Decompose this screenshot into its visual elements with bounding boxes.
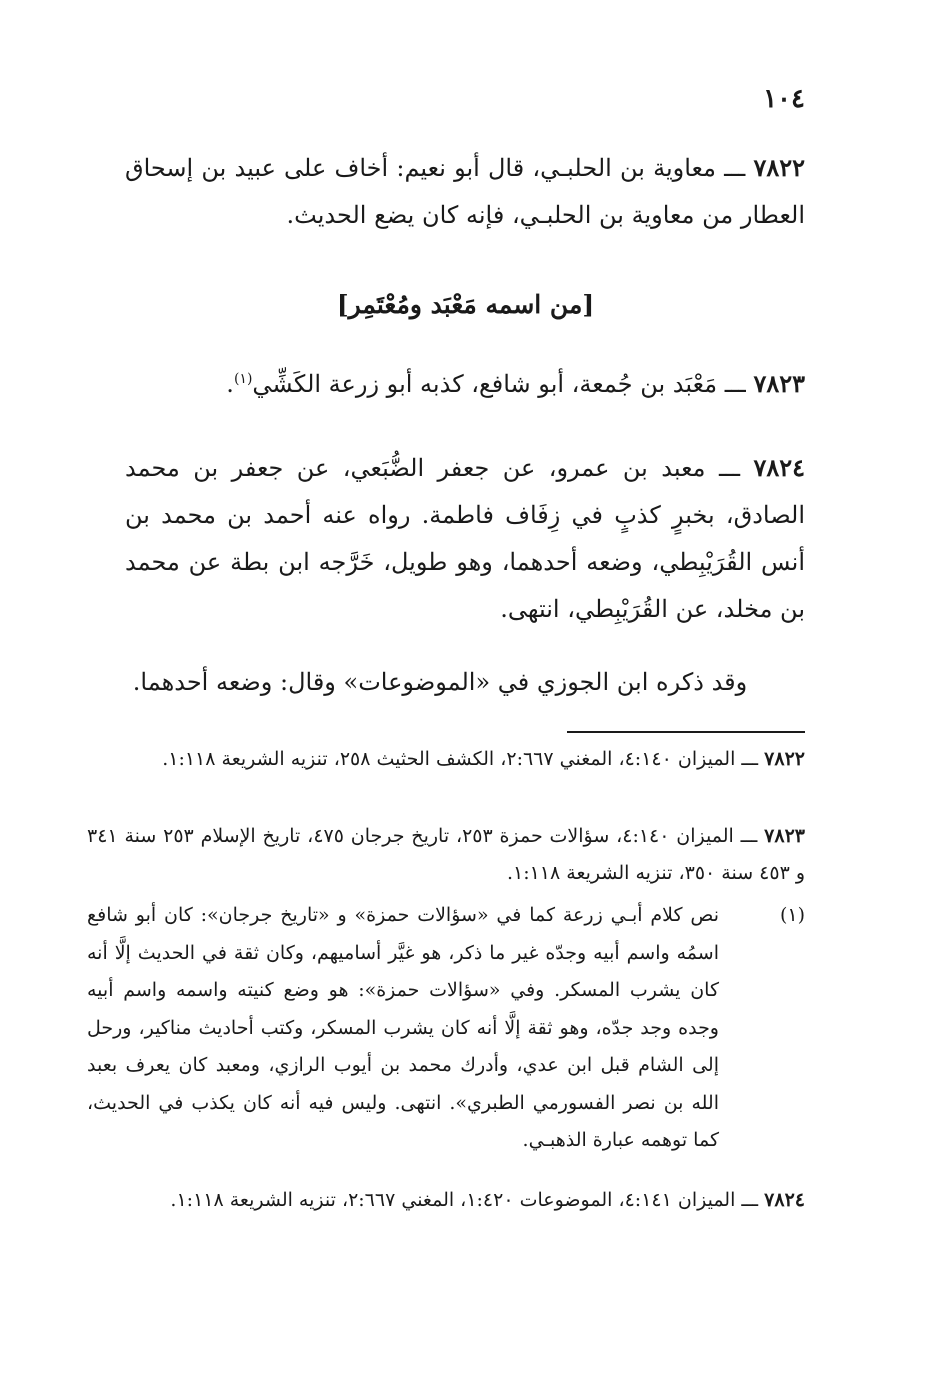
footnote-7824 bbox=[87, 1182, 805, 1219]
entry-7823 bbox=[125, 360, 805, 408]
entry-text: معبد بن عمرو، عن جعفر الضُّبَعي، عن جعفر بن محمد الصادق، بخبرٍ كذبٍ في زِفَاف فاطمة. رواه عنه أحمد بن محمد بن أنس القُرَيْبِطي، وضعه أحدهما، وهو طويل، خَرَّجه ابن بطة عن محمد بن مخلد، عن القُرَيْبِطي، انتهى. bbox=[125, 454, 805, 623]
entry-dash: ـــ bbox=[724, 154, 746, 182]
entry-7824 bbox=[125, 444, 805, 633]
section-heading: [من اسمه مَعْبَد ومُعْتَمِر] bbox=[336, 290, 595, 319]
footnote-marker: (١) bbox=[779, 904, 805, 926]
footnote-separator bbox=[567, 731, 805, 733]
closing-line: وقد ذكره ابن الجوزي في «الموضوعات» وقال: وضعه أحدهما. bbox=[132, 668, 748, 696]
entry-dash: ـــ bbox=[724, 370, 746, 398]
footnote-dash: ـــ bbox=[741, 748, 759, 770]
footnote-note-1 bbox=[87, 897, 805, 1160]
entry-7822 bbox=[125, 144, 805, 239]
footnote-7822 bbox=[87, 741, 805, 778]
footnote-note-text: نص كلام أبـي زرعة كما في «سؤالات حمزة» و «تاريخ جرجان»: كان أبو شافع اسمُه واسم أبيه وجدّه غير ما ذكر، هو غيَّر أساميهم، وكان ثقة في الحديث إلَّا أنه كان يشرب المسكر. وفي «سؤالات حمزة»: هو وضع كنيته واسمه واسم أبيه وجده وجد جدّه، وهو ثقة إلَّا أنه كان يشرب المسكر، وكتب أحاديث مناكير، ورحل إلى الشام قبل ابن عدي، وأدرك محمد بن أيوب الرازي، ومعبد كان يعرف بعبد الله بن نصر الفسورمي الطبري». انتهى. وليس فيه أنه كان يكذب في الحديث، كما توهمه عبارة الذهبـي. bbox=[87, 904, 719, 1151]
entry-end: . bbox=[226, 370, 234, 398]
footnote-reference[interactable]: (١) bbox=[233, 371, 253, 387]
entry-dash: ـــ bbox=[718, 454, 741, 482]
page-number: ١٠٤ bbox=[763, 84, 805, 114]
footnote-number: ٧٨٢٢ bbox=[764, 748, 805, 770]
footnote-dash: ـــ bbox=[741, 1189, 759, 1211]
footnote-number: ٧٨٢٤ bbox=[764, 1189, 805, 1211]
footnote-7823 bbox=[87, 818, 805, 892]
footnote-text: الميزان ٤:١٤٠، المغني ٢:٦٦٧، الكشف الحثيث ٢٥٨، تنزيه الشريعة ١:١١٨. bbox=[162, 748, 736, 770]
entry-text: مَعْبَد بن جُمعة، أبو شافع، كذبه أبو زرعة الكَشِّي bbox=[252, 370, 718, 398]
entry-number: ٧٨٢٢ bbox=[753, 153, 805, 182]
entry-number: ٧٨٢٣ bbox=[753, 369, 805, 398]
footnote-text: الميزان ٤:١٤٠، سؤالات حمزة ٢٥٣، تاريخ جرجان ٤٧٥، تاريخ الإسلام ٢٥٣ سنة ٣٤١ و ٤٥٣ سنة ٣٥٠، تنزيه الشريعة ١:١١٨. bbox=[87, 825, 805, 884]
footnote-dash: ـــ bbox=[740, 825, 758, 847]
entry-number: ٧٨٢٤ bbox=[753, 453, 805, 482]
footnote-number: ٧٨٢٣ bbox=[764, 825, 805, 847]
footnote-text: الميزان ٤:١٤١، الموضوعات ١:٤٢٠، المغني ٢:٦٦٧، تنزيه الشريعة ١:١١٨. bbox=[170, 1189, 736, 1211]
entry-text: معاوية بن الحلبـي، قال أبو نعيم: أخاف على عبيد بن إسحاق العطار من معاوية بن الحلبـي، فإنه كان يضع الحديث. bbox=[125, 154, 805, 229]
